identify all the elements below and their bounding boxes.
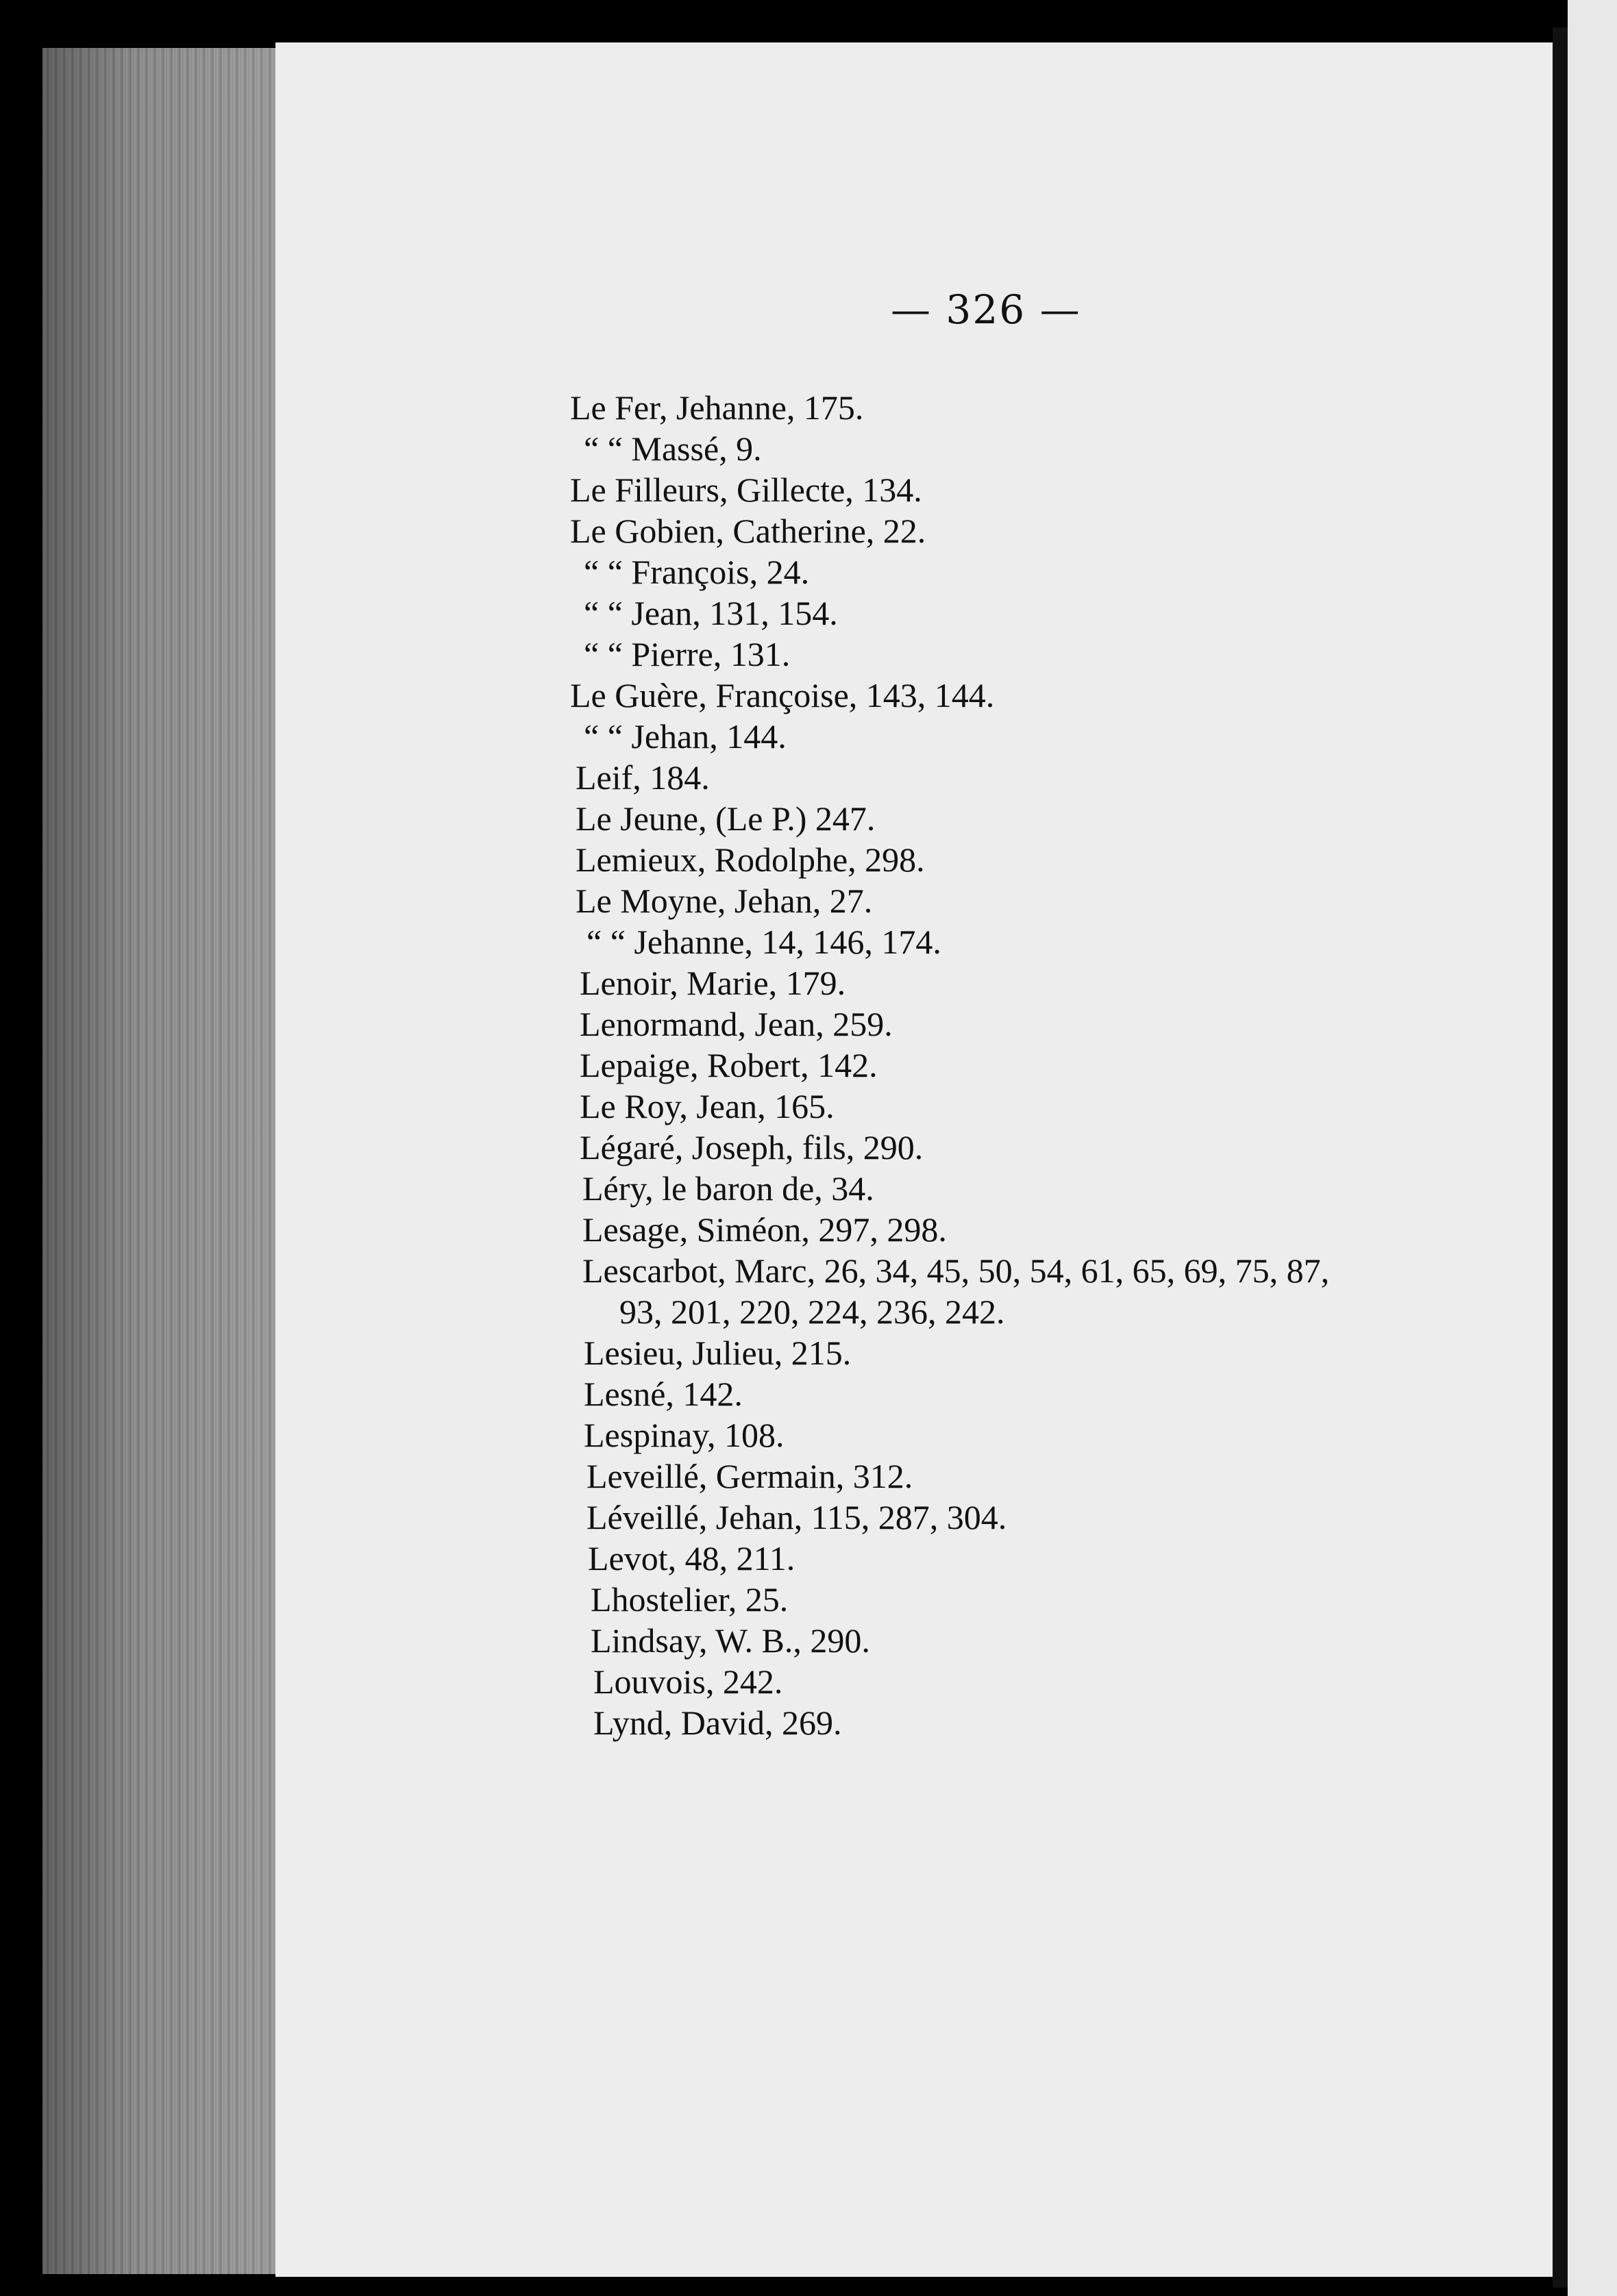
index-entry: Le Fer, Jehanne, 175. [570, 388, 864, 427]
index-entry: “ “ François, 24. [584, 553, 810, 591]
index-entry: Lescarbot, Marc, 26, 34, 45, 50, 54, 61, 65, 69, 75, 87, [582, 1251, 1330, 1290]
index-entry: Lesné, 142. [584, 1375, 743, 1413]
index-entry: Le Guère, Françoise, 143, 144. [570, 676, 995, 714]
index-entry: Légaré, Joseph, fils, 290. [580, 1128, 924, 1166]
page-number: — 326 — [891, 286, 1081, 333]
index-entry: Lepaige, Robert, 142. [580, 1046, 878, 1084]
index-entry: 93, 201, 220, 224, 236, 242. [619, 1293, 1005, 1331]
index-entry: Lenoir, Marie, 179. [580, 964, 846, 1002]
index-entry: Lesage, Siméon, 297, 298. [582, 1210, 947, 1249]
index-entry: Léry, le baron de, 34. [582, 1169, 874, 1208]
index-entry: “ “ Pierre, 131. [584, 635, 791, 673]
index-entry: Le Gobien, Catherine, 22. [570, 512, 926, 550]
index-entry: Le Filleurs, Gillecte, 134. [570, 471, 922, 509]
index-entry: Louvois, 242. [593, 1662, 783, 1701]
index-entry: Lemieux, Rodolphe, 298. [576, 840, 925, 879]
index-entry: Lynd, David, 269. [593, 1704, 842, 1742]
index-entry: Le Jeune, (Le P.) 247. [576, 799, 876, 838]
index-entry: “ “ Jehanne, 14, 146, 174. [587, 923, 941, 961]
index-entry: Léveillé, Jehan, 115, 287, 304. [587, 1498, 1007, 1536]
index-entry: “ “ Jean, 131, 154. [584, 594, 838, 632]
index-entry: Le Roy, Jean, 165. [580, 1087, 835, 1125]
index-entry: Lespinay, 108. [584, 1416, 785, 1454]
index-entry: Lindsay, W. B., 290. [591, 1621, 870, 1660]
index-entry: Leif, 184. [576, 758, 710, 797]
index-entry: “ “ Jehan, 144. [584, 717, 787, 756]
index-entry: Le Moyne, Jehan, 27. [576, 882, 873, 920]
index-entry: Lenormand, Jean, 259. [580, 1005, 893, 1043]
index-entry: Levot, 48, 211. [588, 1539, 795, 1577]
index-entry: Leveillé, Germain, 312. [587, 1457, 913, 1495]
index-entry: Lesieu, Julieu, 215. [584, 1334, 852, 1372]
index-entry: Lhostelier, 25. [591, 1580, 789, 1619]
index-entry: “ “ Massé, 9. [584, 429, 762, 468]
